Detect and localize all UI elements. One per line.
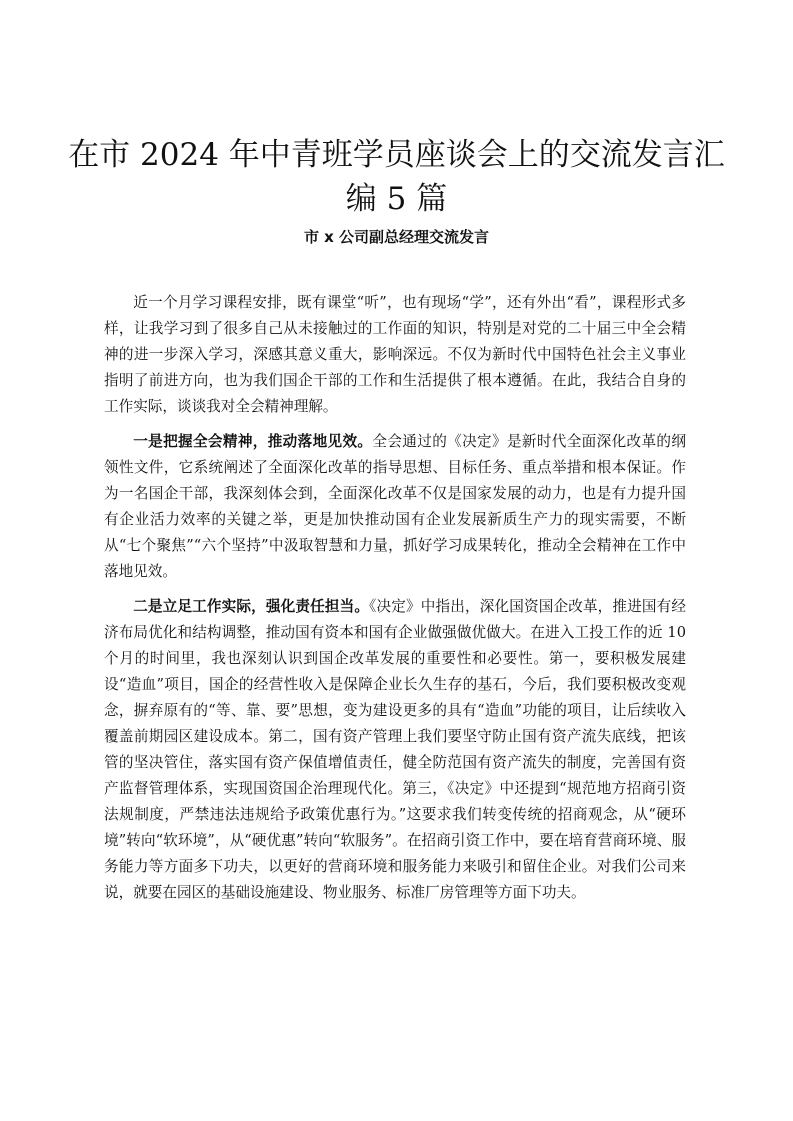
- paragraph-text: 《决定》中指出，深化国资国企改革，推进国有经济布局优化和结构调整，推动国有资本和国有企业做强做优做大。在进入工投工作的近 10 个月的时间里，我也深刻认识到国企改革发展的重要性和必要性。第一，要积极发展建设“造血”项目，国企的经营性收入是保障企业长久生存的基石，今后，我们要积极改变观念，摒弃原有的“等、靠、要”思想，变为建设更多的具有“造血”功能的项目，让后续收入覆盖前期园区建设成本。第二，国有资产管理上我们要坚守防止国有资产流失底线，把该管的坚决管住，落实国有资产保值增值责任，健全防范国有资产流失的制度，完善国有资产监督管理体系，实现国资国企治理现代化。第三，《决定》中还提到“规范地方招商引资法规制度，严禁违法违规给予政策优惠行为。”这要求我们转变传统的招商观念，从“硬环境”转向“软环境”，从“硬优惠”转向“软服务”。在招商引资工作中，要在培育营商环境、服务能力等方面多下功夫，以更好的营商环境和服务能力来吸引和留住企业。对我们公司来说，就要在园区的基础设施建设、物业服务、标准厂房管理等方面下功夫。: [104, 598, 686, 901]
- paragraph-point-one: [104, 429, 686, 585]
- paragraph-lead: 一是把握全会精神，推动落地见效。: [133, 433, 373, 450]
- document-subtitle: 市 x 公司副总经理交流发言: [303, 228, 490, 246]
- paragraph-intro: [104, 290, 686, 420]
- document-body: [104, 290, 686, 915]
- document-title: 在市 2024 年中青班学员座谈会上的交流发言汇编 5 篇: [68, 137, 725, 217]
- paragraph-text: 全会通过的《决定》是新时代全面深化改革的纲领性文件，它系统阐述了全面深化改革的指导思想、目标任务、重点举措和根本保证。作为一名国企干部，我深刻体会到，全面深化改革不仅是国家发展的动力，也是有力提升国有企业活力效率的关键之举，更是加快推动国有企业发展新质生产力的现实需要，不断从“七个聚焦”“六个坚持”中汲取智慧和力量，抓好学习成果转化，推动全会精神在工作中落地见效。: [104, 433, 686, 580]
- paragraph-text: 近一个月学习课程安排，既有课堂“听”，也有现场“学”，还有外出“看”，课程形式多样，让我学习到了很多自己从未接触过的工作面的知识，特别是对党的二十届三中全会精神的进一步深入学习，深感其意义重大，影响深远。不仅为新时代中国特色社会主义事业指明了前进方向，也为我们国企干部的工作和生活提供了根本遵循。在此，我结合自身的工作实际，谈谈我对全会精神理解。: [104, 294, 686, 415]
- paragraph-lead: 二是立足工作实际，强化责任担当。: [133, 598, 370, 615]
- paragraph-point-two: [104, 594, 686, 906]
